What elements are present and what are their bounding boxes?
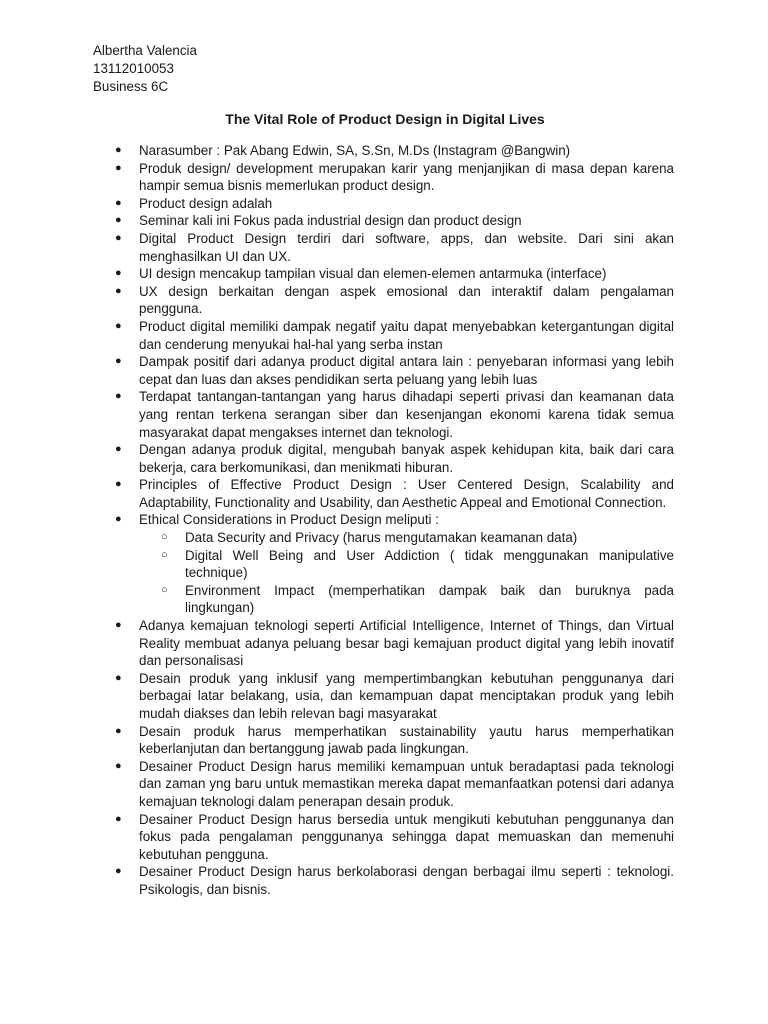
list-item xyxy=(93,670,674,723)
bullet-icon: ● xyxy=(115,671,122,684)
list-item xyxy=(93,723,674,758)
list-item xyxy=(93,388,674,441)
list-item-text: Principles of Effective Product Design : User Centered Design, Scalability and Adaptability, Functionality and Usability, dan Aesthetic Appeal and Emotional Connection. xyxy=(139,477,674,510)
list-item xyxy=(93,265,674,283)
bullet-icon: ● xyxy=(115,513,122,526)
list-item xyxy=(93,811,674,864)
sub-list-item xyxy=(93,529,674,547)
list-item xyxy=(93,212,674,230)
bullet-icon: ● xyxy=(115,214,122,227)
bullet-icon: ● xyxy=(115,759,122,772)
bullet-icon: ● xyxy=(115,390,122,403)
bullet-icon: ● xyxy=(115,619,122,632)
bullet-icon: ● xyxy=(115,812,122,825)
bullet-icon: ● xyxy=(115,284,122,297)
list-item xyxy=(93,353,674,388)
sub-bullet-list xyxy=(93,529,674,617)
bullet-list xyxy=(93,142,674,899)
bullet-icon: ● xyxy=(115,478,122,491)
list-item xyxy=(93,758,674,811)
list-item xyxy=(93,476,674,511)
list-item-text: UI design mencakup tampilan visual dan elemen-elemen antarmuka (interface) xyxy=(139,266,607,282)
circle-bullet-icon: ○ xyxy=(161,548,168,561)
list-item-text: Product design adalah xyxy=(139,195,273,211)
sub-list-item xyxy=(93,547,674,582)
list-item-text: Terdapat tantangan-tantangan yang harus dihadapi seperti privasi dan keamanan data yang rentan terkena serangan siber dan kesenjangan ekonomi karena tidak semua masyarakat dapat mengakses internet dan teknologi. xyxy=(139,389,674,440)
list-item xyxy=(93,441,674,476)
list-item-text: Ethical Considerations in Product Design meliputi : xyxy=(139,512,439,528)
bullet-icon: ● xyxy=(115,161,122,174)
author-name: Albertha Valencia xyxy=(93,43,197,58)
list-item-text: UX design berkaitan dengan aspek emosional dan interaktif dalam pengalaman pengguna. xyxy=(139,283,674,317)
document-title: The Vital Role of Product Design in Digital Lives xyxy=(225,111,545,127)
sub-list-item-text: Data Security and Privacy (harus mengutamakan keamanan data) xyxy=(185,530,578,546)
list-item xyxy=(93,617,674,670)
bullet-icon: ● xyxy=(115,144,122,156)
list-item-text: Desainer Product Design harus bersedia untuk mengikuti kebutuhan penggunanya dan fokus pada pengalaman penggunanya sehingga dapat memuaskan dan memenuhi kebutuhan pengguna. xyxy=(139,811,674,862)
list-item-text: Product digital memiliki dampak negatif yaitu dapat menyebabkan ketergantungan digital dan cenderung menyukai hal-hal yang serba instan xyxy=(139,318,674,352)
bullet-icon: ● xyxy=(115,443,122,456)
bullet-icon: ● xyxy=(115,267,122,280)
list-item-text: Dengan adanya produk digital, mengubah banyak aspek kehidupan kita, baik dari cara bekerja, cara berkomunikasi, dan menikmati hiburan. xyxy=(139,442,674,475)
sub-list-item xyxy=(93,582,674,617)
list-item-text: Adanya kemajuan teknologi seperti Artificial Intelligence, Internet of Things, dan Virtual Reality membuat adanya peluang besar bagi kemajuan product digital yang lebih inovatif dan personalisasi xyxy=(139,618,674,669)
list-item xyxy=(93,511,674,617)
list-item-text: Desain produk yang inklusif yang mempertimbangkan kebutuhan penggunanya dari berbagai latar belakang, usia, dan kemampuan dapat menciptakan produk yang lebih mudah diakses dan lebih relevan bagi masyarakat xyxy=(139,670,674,721)
list-item-text: Desainer Product Design harus berkolaborasi dengan berbagai ilmu seperti : teknologi. Psikologis, dan bisnis. xyxy=(139,864,674,897)
list-item xyxy=(93,318,674,353)
bullet-icon: ● xyxy=(115,355,122,368)
list-item-text: Desainer Product Design harus memiliki kemampuan untuk beradaptasi pada teknologi dan zaman yng baru untuk memastikan mereka dapat memanfaatkan potensi dari adanya kemajuan teknologi dalam penerapan desain produk. xyxy=(139,758,674,809)
circle-bullet-icon: ○ xyxy=(161,531,168,544)
list-item xyxy=(93,283,674,318)
list-item-text: Digital Product Design terdiri dari software, apps, dan website. Dari sini akan menghasilkan UI dan UX. xyxy=(139,230,674,264)
bullet-icon: ● xyxy=(115,724,122,737)
list-item-text: Dampak positif dari adanya product digital antara lain : penyebaran informasi yang lebih cepat dan luas dan akses pendidikan serta peluang yang lebih luas xyxy=(139,354,674,387)
student-id: 13112010053 xyxy=(93,61,174,76)
list-item-text: Produk design/ development merupakan karir yang menjanjikan di masa depan karena hampir semua bisnis memerlukan product design. xyxy=(139,160,674,194)
bullet-icon: ● xyxy=(115,231,122,244)
list-item xyxy=(93,863,674,898)
bullet-icon: ● xyxy=(115,319,122,332)
list-item-text: Desain produk harus memperhatikan sustainability yautu harus memperhatikan keberlanjutan dan bertanggung jawab pada lingkungan. xyxy=(139,723,674,757)
list-item xyxy=(93,230,674,265)
list-item-text: Seminar kali ini Fokus pada industrial design dan product design xyxy=(139,213,522,229)
bullet-icon: ● xyxy=(115,196,122,209)
sub-list-item-text: Environment Impact (memperhatikan dampak baik dan buruknya pada lingkungan) xyxy=(185,582,674,616)
list-item xyxy=(93,160,674,195)
class-name: Business 6C xyxy=(93,79,169,94)
circle-bullet-icon: ○ xyxy=(161,583,168,596)
list-item-text: Narasumber : Pak Abang Edwin, SA, S.Sn, M.Ds (Instagram @Bangwin) xyxy=(139,143,571,158)
sub-list-wrapper xyxy=(93,529,674,617)
list-item xyxy=(93,142,674,160)
list-item xyxy=(93,195,674,213)
sub-list-item-text: Digital Well Being and User Addiction ( tidak menggunakan manipulative technique) xyxy=(185,547,674,581)
bullet-icon: ● xyxy=(115,865,122,878)
